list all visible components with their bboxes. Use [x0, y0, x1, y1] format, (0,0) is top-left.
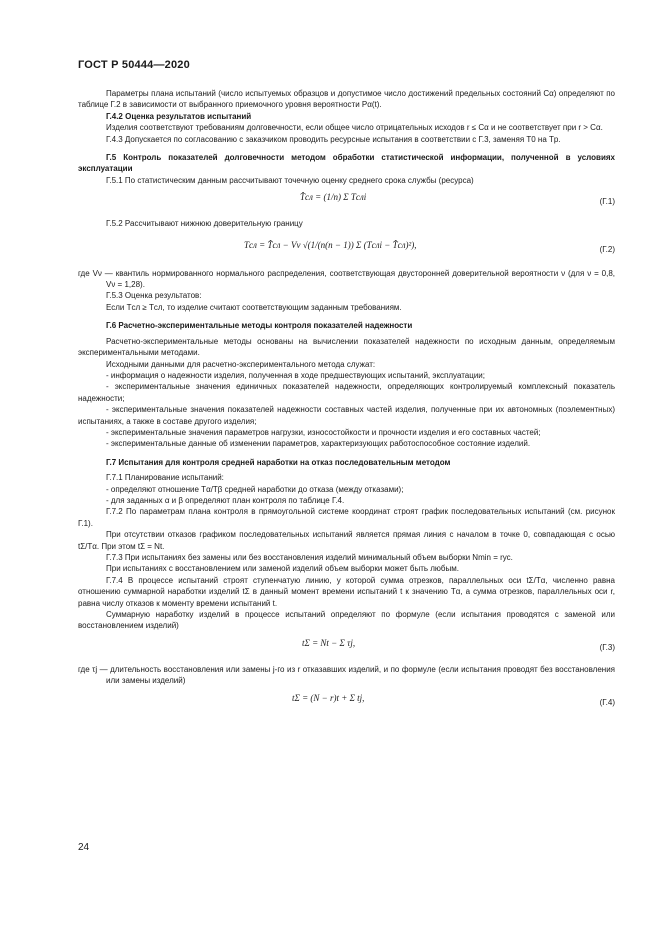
paragraph: где τj — длительность восстановления или замены j-го из r отказавших изделий, и по формуле (если испытания проводят без восстановления или замены изделий) — [78, 664, 615, 686]
list-item: - экспериментальные значения показателей надежности составных частей изделия, полученные при их автономных (поэлементных) испытаниях, а также в составе другого изделия; — [78, 405, 615, 426]
list-item: - для заданных α и β определяют план контроля по таблице Г.4. — [106, 495, 345, 505]
formula-expression: tΣ = (N − r)t + Σ tj, — [292, 692, 365, 703]
document-body — [78, 88, 615, 719]
paragraph: Если Tсл ≥ Tсл, то изделие считают соответствующим заданным требованиям. — [106, 302, 402, 312]
paragraph: Параметры плана испытаний (число испытуемых образцов и допустимое число достижений предельных состояний Cα) определяют по таблице Г.2 в зависимости от выбранного приемочного уровня вероятности Pα(t). — [78, 89, 615, 110]
page-number: 24 — [78, 842, 90, 853]
formula-g2 — [78, 230, 615, 268]
formula-expression: Tсл = T̂сл − Vν √(1/(n(n − 1)) Σ (Tслi − T̂сл)²), — [244, 239, 417, 250]
formula-g3 — [78, 632, 615, 664]
paragraph: При отсутствии отказов графиком последовательных испытаний является прямая линия с началом в точке 0, совпадающая с осью tΣ/Tα. При этом tΣ = Nt. — [78, 530, 615, 551]
formula-g4 — [78, 687, 615, 719]
paragraph: где Vν — квантиль нормированного нормального распределения, соответствующая двусторонней доверительной вероятности ν (для ν = 0,8, Vν = 1,28). — [78, 268, 615, 290]
list-item: - экспериментальные значения единичных показателей надежности, определяющих контролируемый комплексный показатель надежности; — [78, 382, 615, 403]
paragraph: Г.7.1 Планирование испытаний: — [106, 473, 224, 483]
paragraph: При испытаниях с восстановлением или заменой изделий объем выборки может быть любым. — [106, 564, 459, 574]
list-item: - определяют отношение Tα/Tβ средней наработки до отказа (между отказами); — [106, 484, 404, 494]
paragraph: Г.5.3 Оценка результатов: — [106, 291, 202, 301]
paragraph: Г.4.3 Допускается по согласованию с заказчиком проводить ресурсные испытания в соответствии с Г.3, заменяя T0 на Tр. — [106, 134, 561, 144]
paragraph: Г.7.3 При испытаниях без замены или без восстановления изделий минимальный объем выборки Nmin = rус. — [106, 553, 513, 562]
paragraph: Г.5.2 Рассчитывают нижнюю доверительную границу — [106, 219, 303, 229]
paragraph: Г.7.2 По параметрам плана контроля в прямоугольной системе координат строят график последовательных испытаний (см. рисунок Г.1). — [78, 507, 615, 528]
paragraph: Г.5.1 По статистическим данным рассчитывают точечную оценку среднего срока службы (ресурса) — [106, 175, 474, 185]
paragraph: Г.7.4 В процессе испытаний строят ступенчатую линию, у которой сумма отрезков, параллельных оси tΣ/Tα, численно равна отношению суммарной наработки изделий tΣ в данный момент времени испытаний t к значению Tα, а сумма отрезков, параллельных оси r, равна числу отказов к моменту времени испытаний t. — [78, 575, 615, 608]
formula-number: (Г.3) — [599, 642, 615, 652]
formula-number: (Г.4) — [599, 697, 615, 707]
formula-expression: T̂сл = (1/n) Σ Tслi — [300, 192, 367, 203]
document-header: ГОСТ Р 50444—2020 — [78, 59, 190, 71]
paragraph: Расчетно-экспериментальные методы основаны на вычислении показателей надежности по исходным данным, определяемым экспериментальными методами. — [78, 336, 615, 358]
formula-g1 — [78, 186, 615, 218]
formula-number: (Г.2) — [599, 244, 615, 254]
formula-expression: tΣ = Nt − Σ τj, — [302, 637, 356, 648]
list-item: - информация о надежности изделия, полученная в ходе предшествующих испытаний, эксплуатации; — [106, 370, 485, 380]
paragraph: Суммарную наработку изделий в процессе испытаний определяют по формуле (если испытания проводятся с заменой или восстановлением изделий) — [78, 610, 615, 631]
formula-number: (Г.1) — [599, 197, 615, 207]
paragraph: Исходными данными для расчетно-экспериментального метода служат: — [106, 359, 376, 369]
paragraph: Изделия соответствуют требованиям долговечности, если общее число отрицательных исходов r ≤ Cα и не соответствует при r > Cα. — [106, 123, 603, 133]
list-item: - экспериментальные значения параметров нагрузки, износостойкости и прочности изделия и его составных частей; — [106, 427, 541, 437]
list-item: - экспериментальные данные об изменении параметров, характеризующих работоспособное состояние изделий. — [106, 439, 531, 449]
section-heading: Г.6 Расчетно-экспериментальные методы контроля показателей надежности — [106, 321, 413, 331]
section-heading: Г.4.2 Оценка результатов испытаний — [106, 111, 252, 121]
section-heading: Г.7 Испытания для контроля средней наработки на отказ последовательным методом — [106, 457, 451, 467]
section-heading: Г.5 Контроль показателей долговечности методом обработки статистической информации, полученной в условиях эксплуатации — [78, 153, 615, 174]
